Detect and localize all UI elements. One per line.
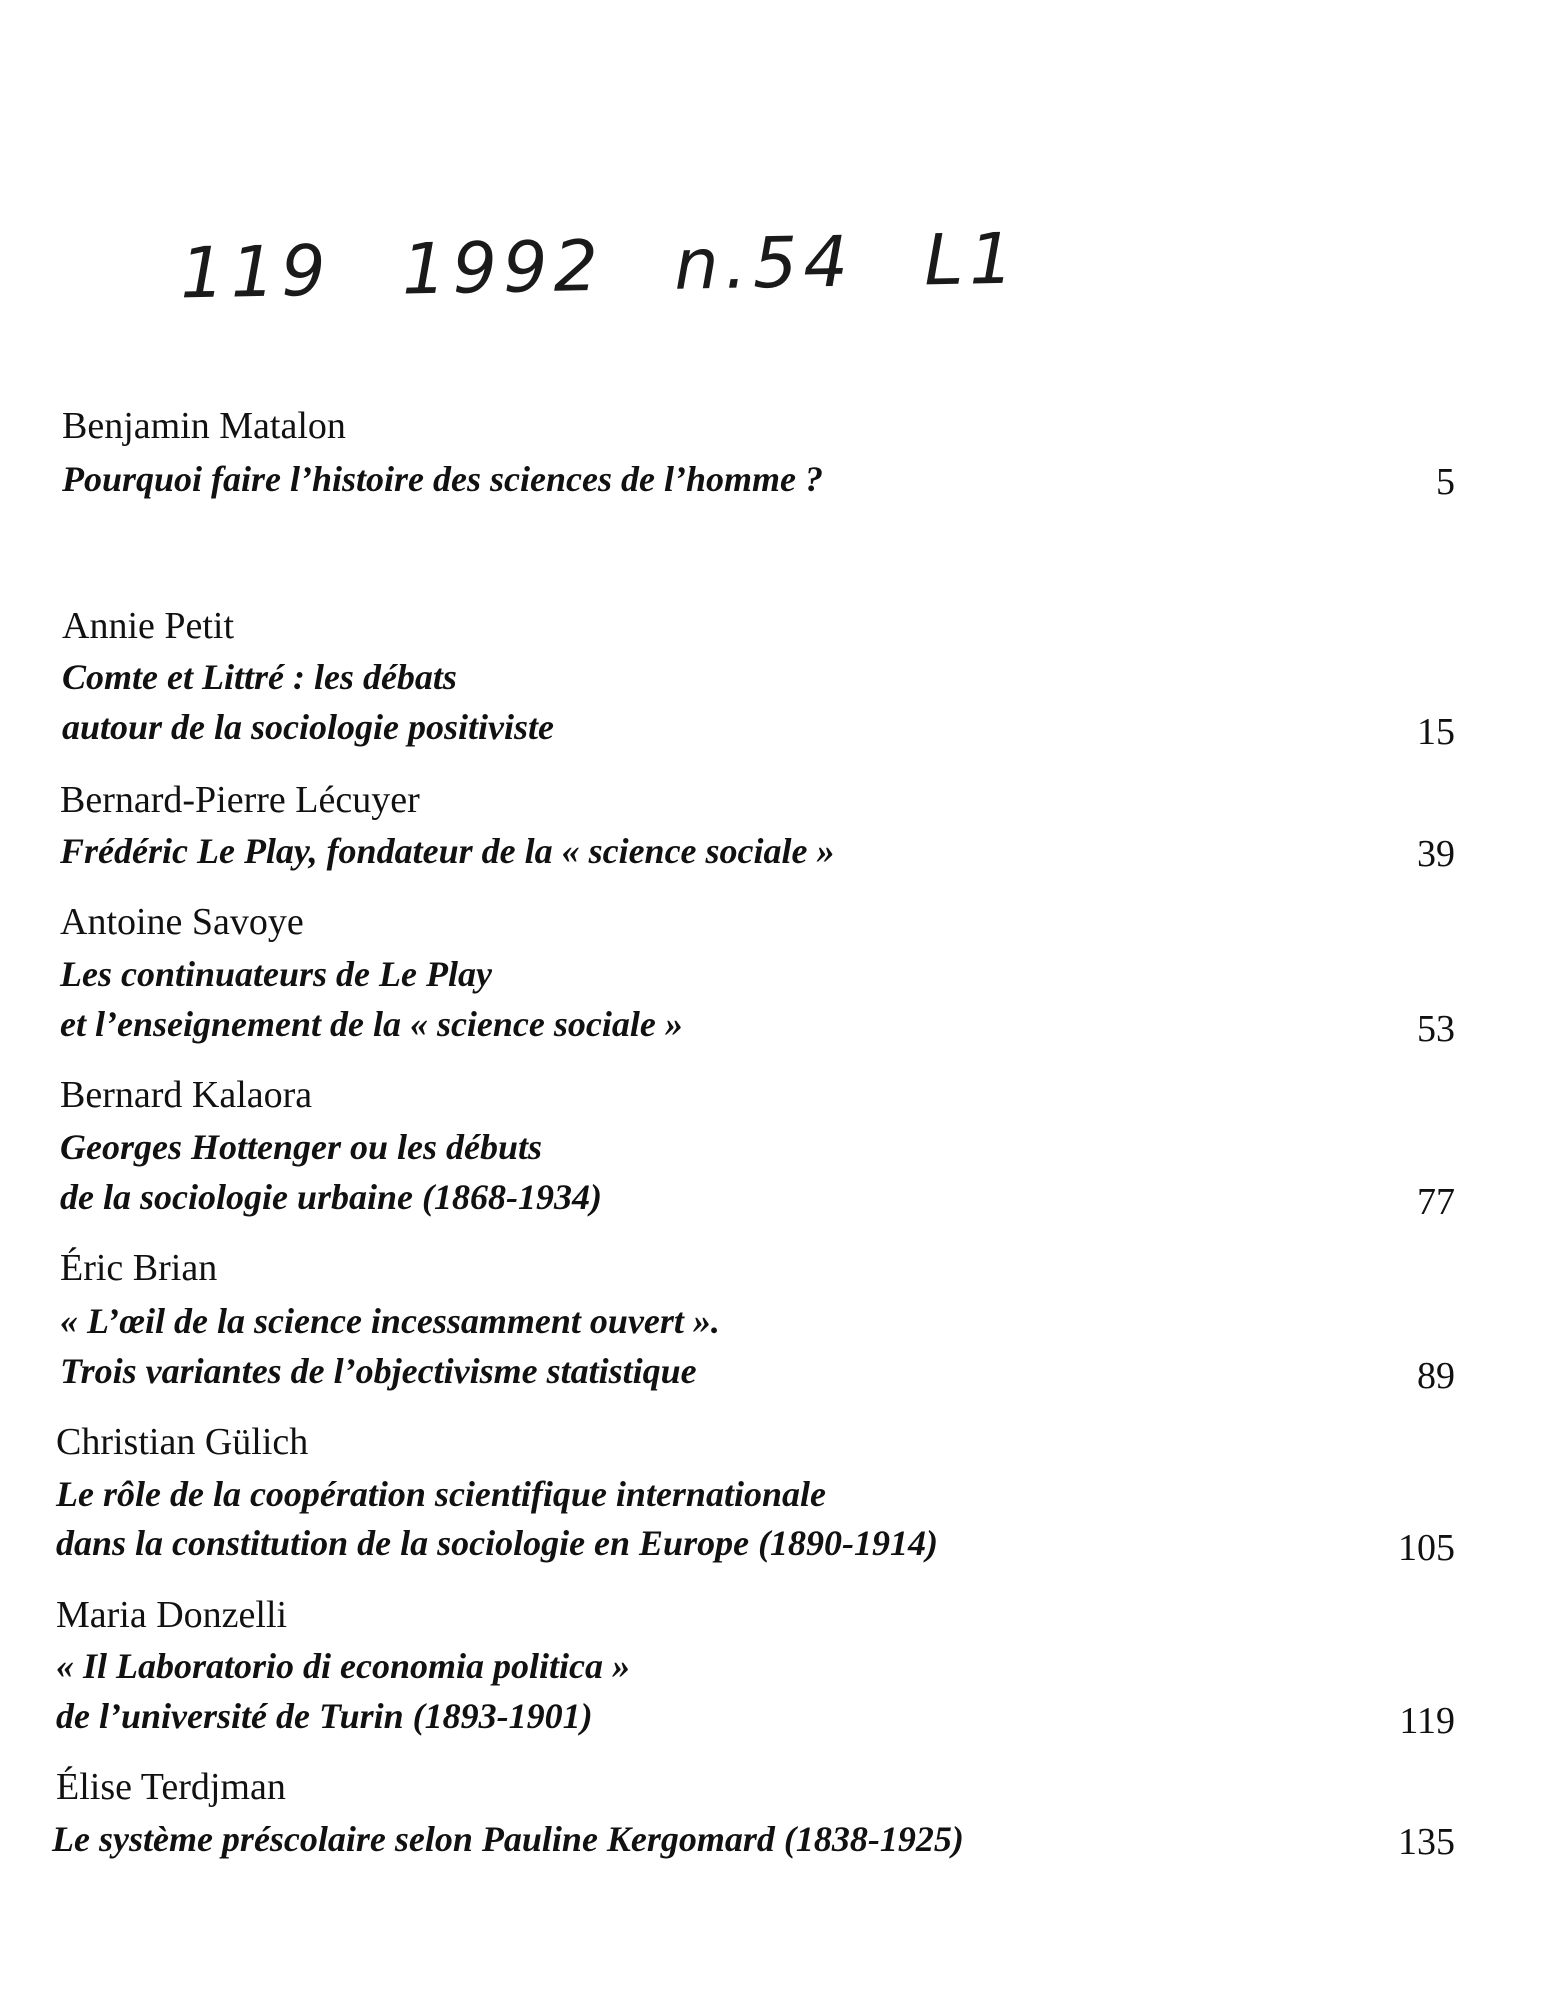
entry-author: Christian Gülich: [56, 1421, 309, 1463]
entry-title-line: de la sociologie urbaine (1868-1934): [60, 1177, 602, 1217]
entry-title-line: Comte et Littré : les débats: [62, 657, 457, 697]
entry-page-number: 53: [1417, 1008, 1455, 1050]
entry-page-number: 15: [1417, 711, 1455, 753]
entry-title-line: Le rôle de la coopération scientifique internationale: [56, 1474, 826, 1514]
entry-author: Maria Donzelli: [56, 1594, 288, 1636]
entry-author: Benjamin Matalon: [62, 405, 346, 447]
entry-page-number: 5: [1436, 461, 1455, 503]
entry-title-line: Les continuateurs de Le Play: [60, 954, 492, 994]
entry-title-line: Pourquoi faire l’histoire des sciences de l’homme ?: [62, 459, 823, 499]
entry-author: Éric Brian: [60, 1247, 218, 1289]
entry-title-line: dans la constitution de la sociologie en Europe (1890-1914): [56, 1523, 939, 1563]
entry-page-number: 119: [1399, 1700, 1455, 1742]
entry-author: Bernard-Pierre Lécuyer: [60, 779, 420, 821]
entry-page-number: 39: [1417, 833, 1455, 875]
entry-page-number: 135: [1398, 1821, 1455, 1863]
entry-title-line: « L’œil de la science incessamment ouvert ».: [60, 1301, 720, 1341]
entry-author: Annie Petit: [62, 605, 235, 647]
entry-page-number: 89: [1417, 1355, 1455, 1397]
entry-page-number: 105: [1398, 1527, 1455, 1569]
entry-title-line: et l’enseignement de la « science sociale »: [60, 1004, 683, 1044]
entry-title-line: Trois variantes de l’objectivisme statistique: [60, 1351, 697, 1391]
entry-title-line: de l’université de Turin (1893-1901): [56, 1696, 593, 1736]
entry-title-line: autour de la sociologie positiviste: [62, 707, 554, 747]
entry-page-number: 77: [1417, 1181, 1455, 1223]
entry-title-line: Le système préscolaire selon Pauline Kergomard (1838-1925): [52, 1819, 964, 1859]
handwritten-shelf-mark: 119 1992 n.54 L1: [179, 217, 1021, 315]
entry-author: Bernard Kalaora: [60, 1074, 313, 1116]
entry-title-line: « Il Laboratorio di economia politica »: [56, 1646, 630, 1686]
entry-title-line: Frédéric Le Play, fondateur de la « science sociale »: [60, 831, 835, 871]
entry-author: Élise Terdjman: [56, 1766, 286, 1808]
entry-author: Antoine Savoye: [60, 901, 304, 943]
entry-title-line: Georges Hottenger ou les débuts: [60, 1127, 542, 1167]
